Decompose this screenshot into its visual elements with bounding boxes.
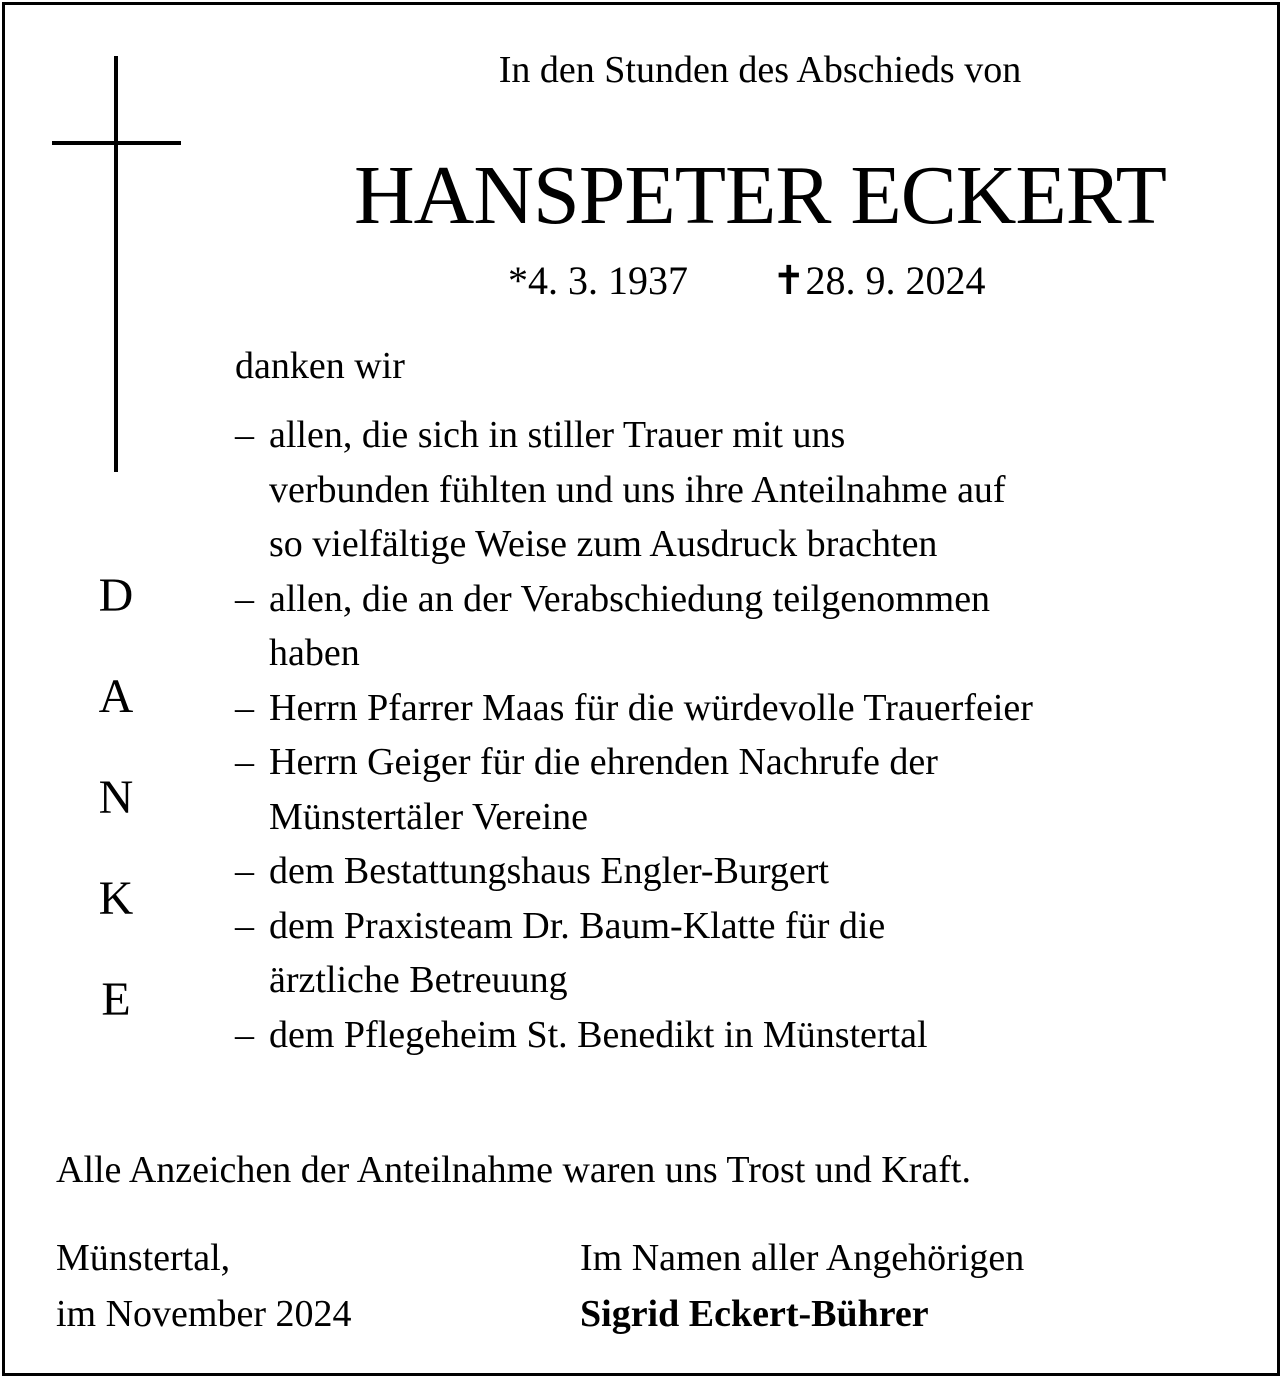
list-dash: – xyxy=(235,414,254,456)
side-word-letter: D xyxy=(98,569,134,622)
thanks-list-item xyxy=(235,735,1245,844)
cross-horizontal-bar xyxy=(52,141,181,145)
signature-block xyxy=(580,1230,1024,1342)
list-dash: – xyxy=(235,850,254,892)
list-dash: – xyxy=(235,1013,254,1056)
thanks-list-item xyxy=(235,408,1245,572)
thanks-list-item xyxy=(235,572,1245,681)
signature-intro: Im Namen aller Angehörigen xyxy=(580,1237,1025,1279)
thanks-item-text: allen, die an der Verabschiedung teilgenommen haben xyxy=(269,577,991,674)
list-dash: – xyxy=(235,577,254,620)
side-word-letter: K xyxy=(98,872,134,925)
intro-text: In den Stunden des Abschieds von xyxy=(498,49,1022,91)
side-word-letter: E xyxy=(101,973,131,1026)
date-line: im November 2024 xyxy=(56,1293,352,1335)
place-line: Münstertal, xyxy=(56,1237,231,1279)
list-dash: – xyxy=(235,741,254,783)
closing-line: Alle Anzeichen der Anteilnahme waren uns Trost und Kraft. xyxy=(56,1149,971,1191)
side-word-letter: A xyxy=(98,670,134,723)
place-and-date xyxy=(56,1230,352,1342)
birth-date: *4. 3. 1937 xyxy=(508,258,688,303)
signer-name: Sigrid Eckert-Bührer xyxy=(580,1293,929,1335)
thanks-list-item xyxy=(235,844,1245,899)
list-dash: – xyxy=(235,904,254,947)
thanks-item-text: Herrn Geiger für die ehrenden Nachrufe der Münstertäler Vereine xyxy=(269,741,938,838)
thanks-item-text: Herrn Pfarrer Maas für die würdevolle Trauerfeier xyxy=(269,686,1033,729)
thanks-list-item xyxy=(235,899,1245,1008)
cross-vertical-bar xyxy=(114,56,118,472)
thanks-list xyxy=(235,408,1245,1062)
death-date: ✝28. 9. 2024 xyxy=(772,258,986,303)
thanks-list-item xyxy=(235,1008,1245,1063)
thanks-item-text: dem Pflegeheim St. Benedikt in Münstertal xyxy=(269,1013,928,1056)
thanks-list-item xyxy=(235,681,1245,736)
side-word-letter: N xyxy=(98,771,134,824)
deceased-name: HANSPETER ECKERT xyxy=(354,149,1166,242)
thanks-item-text: allen, die sich in stiller Trauer mit uns verbunden fühlten und uns ihre Anteilnahme auf so vielfältige Weise zum Ausdruck brachten xyxy=(269,414,1006,565)
thanks-item-text: dem Praxisteam Dr. Baum-Klatte für die ärztliche Betreuung xyxy=(269,904,886,1001)
thanks-intro: danken wir xyxy=(235,345,405,387)
thanks-item-text: dem Bestattungshaus Engler-Burgert xyxy=(269,850,829,892)
list-dash: – xyxy=(235,686,254,729)
